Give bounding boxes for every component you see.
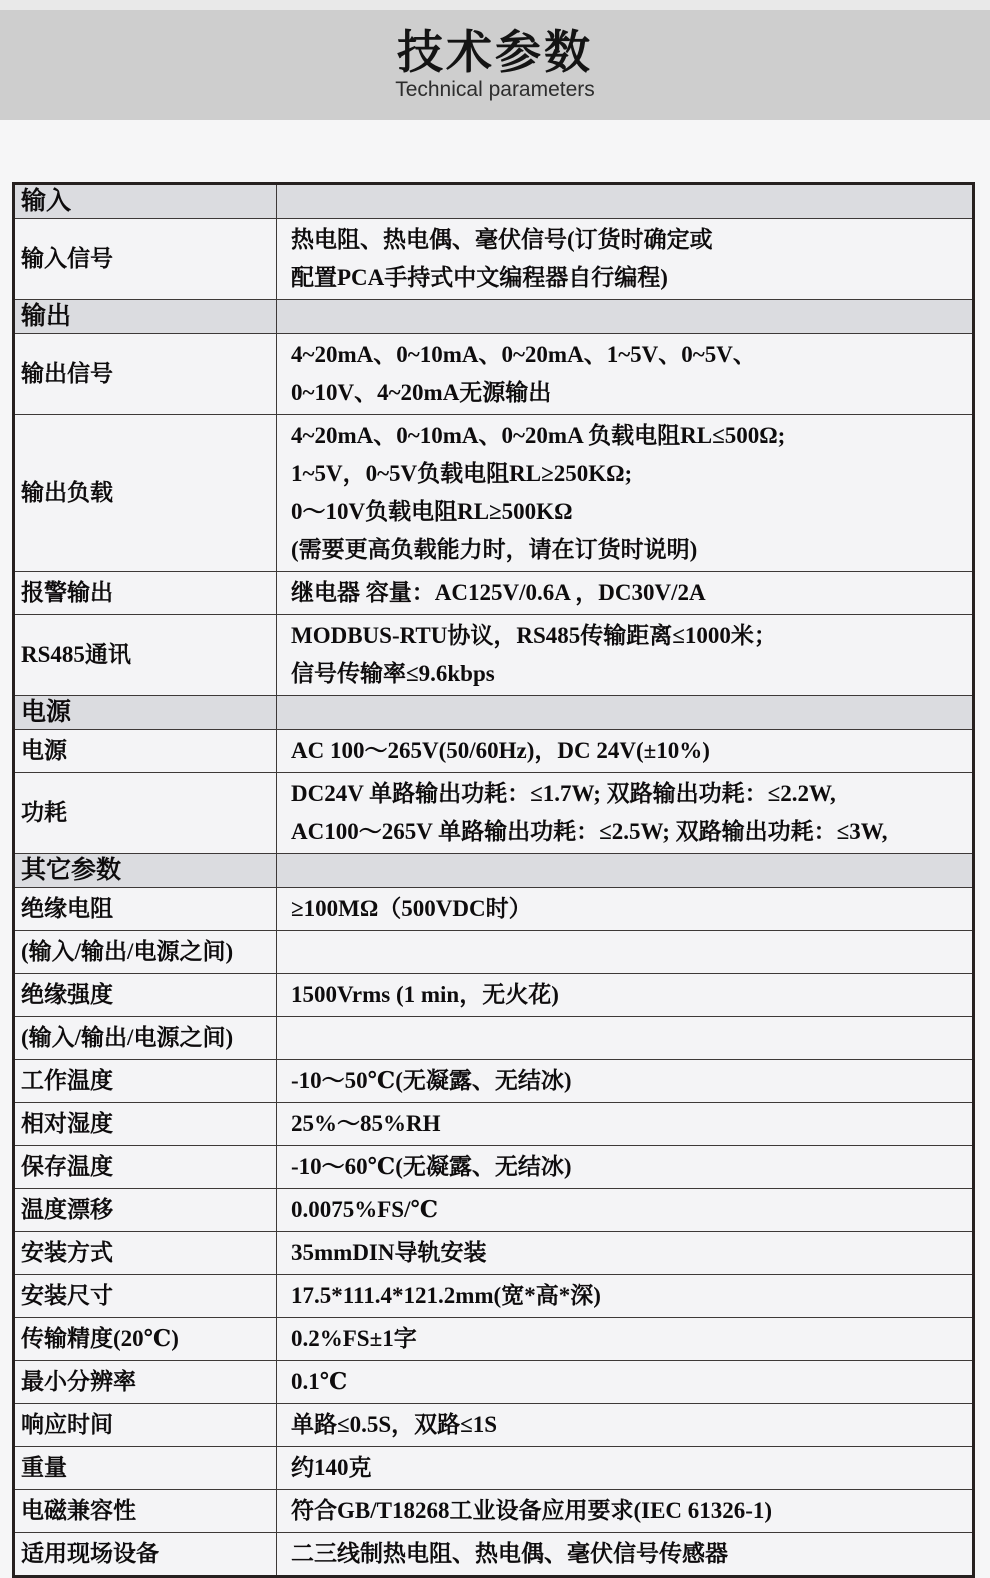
row-value <box>277 1103 974 1146</box>
row-label: 电磁兼容性 <box>14 1490 277 1533</box>
value-line: 4~20mA、0~10mA、0~20mA 负载电阻RL≤500Ω; <box>291 423 786 448</box>
value-line: AC 100～265V(50/60Hz)，DC 24V(±10%) <box>291 738 710 763</box>
section-row <box>14 184 974 219</box>
row-label: 输出 <box>14 300 277 334</box>
row-value <box>277 931 974 974</box>
value-line: DC24V 单路输出功耗：≤1.7W; 双路输出功耗：≤2.2W, <box>291 781 836 806</box>
value-line: 25%～85%RH <box>291 1111 441 1136</box>
page-subtitle: Technical parameters <box>395 78 595 101</box>
section-row <box>14 854 974 888</box>
value-line: 0.0075%FS/℃ <box>291 1197 439 1222</box>
row-value <box>277 415 974 572</box>
value-line: ≥100MΩ（500VDC时） <box>291 896 532 921</box>
value-line: 约140克 <box>291 1455 372 1480</box>
table-row <box>14 1275 974 1318</box>
table-row <box>14 1103 974 1146</box>
value-line: 4~20mA、0~10mA、0~20mA、1~5V、0~5V、 <box>291 342 756 367</box>
row-value <box>277 1146 974 1189</box>
table-row <box>14 888 974 931</box>
table-row <box>14 572 974 615</box>
table-row <box>14 1533 974 1577</box>
value-line: 1~5V，0~5V负载电阻RL≥250KΩ; <box>291 461 633 486</box>
row-value <box>277 696 974 730</box>
row-label: 安装尺寸 <box>14 1275 277 1318</box>
row-value <box>277 572 974 615</box>
row-value <box>277 1490 974 1533</box>
value-line: 0.2%FS±1字 <box>291 1326 417 1351</box>
row-label: 相对湿度 <box>14 1103 277 1146</box>
spec-table-body <box>14 184 974 1577</box>
row-value <box>277 730 974 773</box>
value-line: -10～50℃(无凝露、无结冰) <box>291 1068 572 1093</box>
row-label: 温度漂移 <box>14 1189 277 1232</box>
table-row <box>14 931 974 974</box>
row-label: 输出信号 <box>14 334 277 415</box>
table-row <box>14 1060 974 1103</box>
table-row <box>14 1318 974 1361</box>
value-line: 1500Vrms (1 min，无火花) <box>291 982 559 1007</box>
row-value <box>277 1404 974 1447</box>
value-line: 热电阻、热电偶、毫伏信号(订货时确定或 <box>291 227 713 252</box>
row-value <box>277 1447 974 1490</box>
value-line: 单路≤0.5S，双路≤1S <box>291 1412 498 1437</box>
row-label: 响应时间 <box>14 1404 277 1447</box>
top-strip <box>0 0 990 10</box>
row-label: 其它参数 <box>14 854 277 888</box>
table-row <box>14 615 974 696</box>
table-row <box>14 730 974 773</box>
value-line: 0~10V、4~20mA无源输出 <box>291 380 552 405</box>
table-row <box>14 1361 974 1404</box>
table-row <box>14 1017 974 1060</box>
row-value <box>277 888 974 931</box>
row-label: 适用现场设备 <box>14 1533 277 1577</box>
row-value <box>277 615 974 696</box>
row-value <box>277 1232 974 1275</box>
row-value <box>277 300 974 334</box>
table-row <box>14 219 974 300</box>
table-row <box>14 1447 974 1490</box>
value-line: MODBUS-RTU协议，RS485传输距离≤1000米； <box>291 623 777 648</box>
row-label: 输入 <box>14 184 277 219</box>
row-value <box>277 773 974 854</box>
section-row <box>14 300 974 334</box>
value-line: -10～60℃(无凝露、无结冰) <box>291 1154 572 1179</box>
row-value <box>277 974 974 1017</box>
row-label: (输入/输出/电源之间) <box>14 1017 277 1060</box>
row-label: 电源 <box>14 696 277 730</box>
table-row <box>14 1146 974 1189</box>
row-label: 保存温度 <box>14 1146 277 1189</box>
row-label: (输入/输出/电源之间) <box>14 931 277 974</box>
value-line: (需要更高负载能力时，请在订货时说明) <box>291 537 698 562</box>
row-label: 输入信号 <box>14 219 277 300</box>
value-line: 继电器 容量：AC125V/0.6A ，DC30V/2A <box>291 580 706 605</box>
row-label: 重量 <box>14 1447 277 1490</box>
row-value <box>277 334 974 415</box>
row-label: 电源 <box>14 730 277 773</box>
row-value <box>277 1275 974 1318</box>
page-header <box>0 10 990 120</box>
spec-table <box>12 182 975 1578</box>
row-value <box>277 1017 974 1060</box>
table-row <box>14 1490 974 1533</box>
row-value <box>277 854 974 888</box>
value-line: 配置PCA手持式中文编程器自行编程) <box>291 265 668 290</box>
row-label: 报警输出 <box>14 572 277 615</box>
page-title: 技术参数 <box>397 26 593 78</box>
value-line: 符合GB/T18268工业设备应用要求(IEC 61326-1) <box>291 1498 773 1523</box>
value-line: AC100～265V 单路输出功耗：≤2.5W; 双路输出功耗：≤3W, <box>291 819 888 844</box>
table-row <box>14 1232 974 1275</box>
table-row <box>14 1189 974 1232</box>
row-label: 工作温度 <box>14 1060 277 1103</box>
row-value <box>277 184 974 219</box>
value-line: 0.1℃ <box>291 1369 348 1394</box>
row-label: 功耗 <box>14 773 277 854</box>
table-row <box>14 1404 974 1447</box>
row-label: 绝缘强度 <box>14 974 277 1017</box>
section-row <box>14 696 974 730</box>
table-row <box>14 773 974 854</box>
value-line: 0～10V负载电阻RL≥500KΩ <box>291 499 573 524</box>
row-value <box>277 1318 974 1361</box>
row-value <box>277 1361 974 1404</box>
table-row <box>14 334 974 415</box>
value-line: 二三线制热电阻、热电偶、毫伏信号传感器 <box>291 1541 728 1566</box>
row-value <box>277 1060 974 1103</box>
row-label: RS485通讯 <box>14 615 277 696</box>
row-label: 传输精度(20℃) <box>14 1318 277 1361</box>
row-value <box>277 219 974 300</box>
row-label: 安装方式 <box>14 1232 277 1275</box>
table-row <box>14 974 974 1017</box>
row-value <box>277 1189 974 1232</box>
value-line: 信号传输率≤9.6kbps <box>291 661 495 686</box>
row-label: 绝缘电阻 <box>14 888 277 931</box>
row-value <box>277 1533 974 1577</box>
table-row <box>14 415 974 572</box>
value-line: 17.5*111.4*121.2mm(宽*高*深) <box>291 1283 601 1308</box>
row-label: 输出负载 <box>14 415 277 572</box>
row-label: 最小分辨率 <box>14 1361 277 1404</box>
value-line: 35mmDIN导轨安装 <box>291 1240 487 1265</box>
